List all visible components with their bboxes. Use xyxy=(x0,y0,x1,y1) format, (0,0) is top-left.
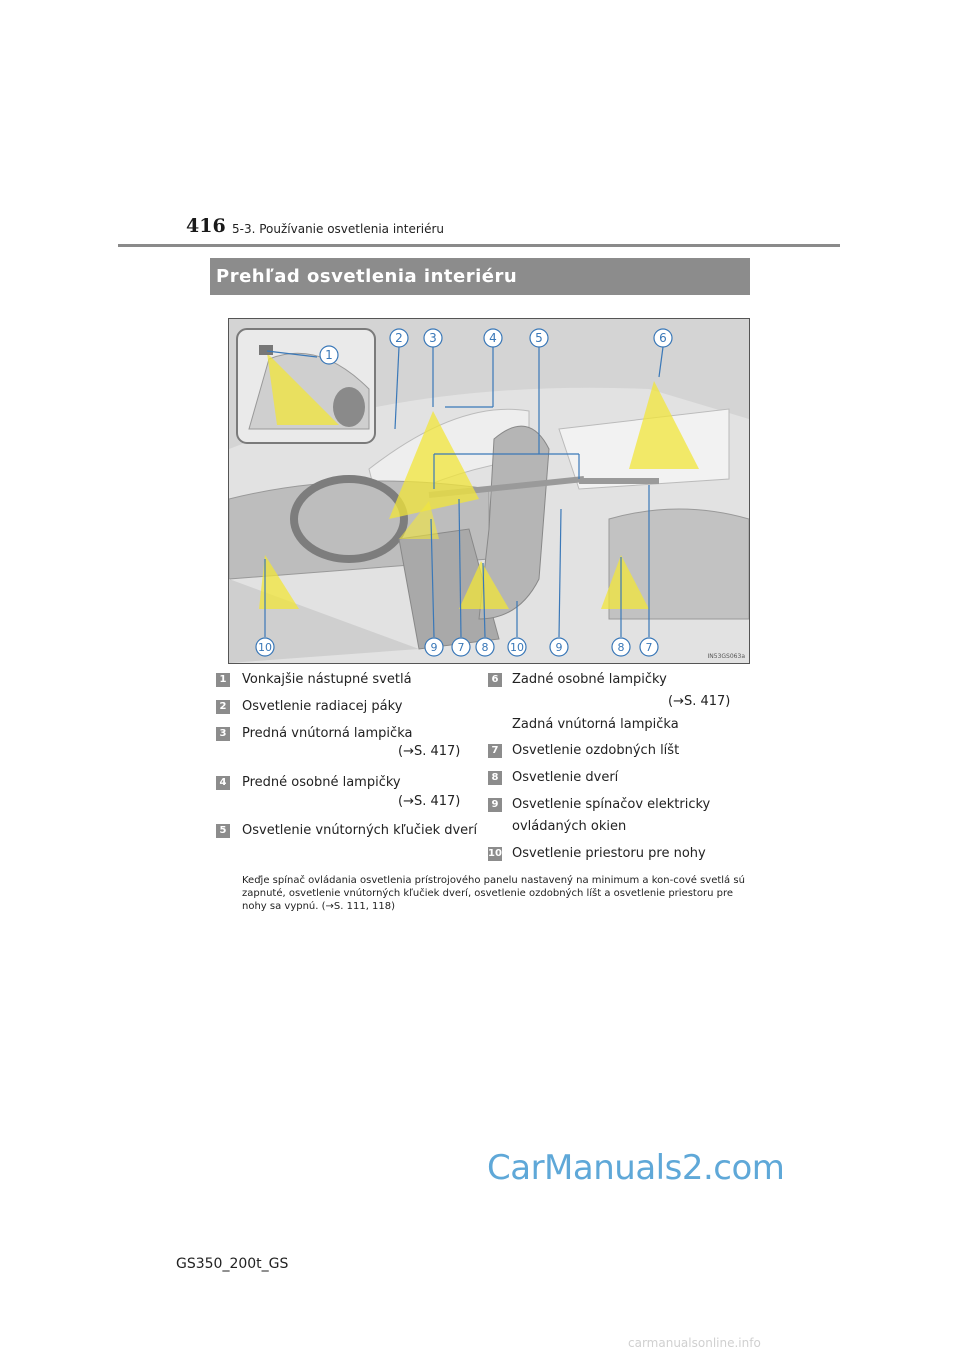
svg-text:2: 2 xyxy=(395,331,403,345)
legend-number-8: 8 xyxy=(488,771,502,785)
legend-item-9b: ovládaných okien xyxy=(512,819,627,834)
legend-item-3: Predná vnútorná lampička xyxy=(242,726,413,741)
svg-text:9: 9 xyxy=(430,641,438,654)
page-number: 416 xyxy=(186,215,226,237)
callout-6 xyxy=(654,329,672,347)
section-header xyxy=(210,258,750,295)
figure-code: IN53GS063a xyxy=(707,653,745,660)
callout-1 xyxy=(320,346,338,364)
callout-8-left xyxy=(476,638,494,656)
callout-9-right xyxy=(550,638,568,656)
callout-7-left xyxy=(452,638,470,656)
svg-text:6: 6 xyxy=(659,331,667,345)
legend-item-4: Predné osobné lampičky xyxy=(242,775,401,790)
legend-item-6b: Zadná vnútorná lampička xyxy=(512,717,679,732)
legend-number-9: 9 xyxy=(488,798,502,812)
car-interior-illustration xyxy=(229,319,749,663)
legend-number-10: 10 xyxy=(488,848,502,859)
legend-number-5: 5 xyxy=(216,824,230,838)
legend-item-1: Vonkajšie nástupné svetlá xyxy=(242,672,412,687)
callout-10-left xyxy=(256,638,274,656)
callout-3 xyxy=(424,329,442,347)
svg-text:10: 10 xyxy=(258,641,272,654)
page-reference-6[interactable]: (→S. 417) xyxy=(668,694,731,709)
callout-10-right xyxy=(508,638,526,656)
legend-item-9: Osvetlenie spínačov elektricky xyxy=(512,797,711,812)
callout-5 xyxy=(530,329,548,347)
page-reference-3[interactable]: (→S. 417) xyxy=(398,744,461,759)
svg-text:8: 8 xyxy=(617,641,625,654)
legend-item-5: Osvetlenie vnútorných kľučiek dverí xyxy=(242,823,478,838)
legend-item-6: Zadné osobné lampičky xyxy=(512,672,667,687)
header-divider xyxy=(118,244,840,247)
svg-text:10: 10 xyxy=(510,641,524,654)
legend-number-6: 6 xyxy=(488,673,502,687)
legend-number-1: 1 xyxy=(216,673,230,687)
svg-text:8: 8 xyxy=(481,641,489,654)
callout-4 xyxy=(484,329,502,347)
legend-number-3: 3 xyxy=(216,727,230,741)
site-footer: carmanualsonline.info xyxy=(628,1336,761,1350)
legend-number-2: 2 xyxy=(216,700,230,714)
legend-number-7: 7 xyxy=(488,744,502,758)
legend-item-2: Osvetlenie radiacej páky xyxy=(242,699,403,714)
callout-9-left xyxy=(425,638,443,656)
svg-text:4: 4 xyxy=(489,331,497,345)
svg-text:7: 7 xyxy=(645,641,653,654)
interior-lighting-figure xyxy=(228,318,750,664)
watermark-logo[interactable]: CarManuals2.com xyxy=(487,1148,785,1188)
legend-item-7: Osvetlenie ozdobných líšt xyxy=(512,743,680,758)
legend-number-4: 4 xyxy=(216,776,230,790)
svg-text:9: 9 xyxy=(555,641,563,654)
chapter-title: 5-3. Používanie osvetlenia interiéru xyxy=(232,222,445,236)
svg-text:3: 3 xyxy=(429,331,437,345)
document-id: GS350_200t_GS xyxy=(176,1256,289,1272)
callout-7-right xyxy=(640,638,658,656)
callout-8-right xyxy=(612,638,630,656)
legend-item-8: Osvetlenie dverí xyxy=(512,770,619,785)
callout-2 xyxy=(390,329,408,347)
note-paragraph: Keďje spínač ovládania osvetlenia prístrojového panelu nastavený na minimum a kon-cové svetlá sú zapnuté, osvetlenie vnútorných kľučiek dverí, osvetlenie ozdobných líšt a osvetlenie priestoru pre nohy sa vypnú. (→S. 111, 118) xyxy=(242,875,745,912)
svg-text:5: 5 xyxy=(535,331,543,345)
page-reference-4[interactable]: (→S. 417) xyxy=(398,794,461,809)
section-title: Prehľad osvetlenia interiéru xyxy=(216,266,518,287)
svg-text:1: 1 xyxy=(325,348,333,362)
legend-item-10: Osvetlenie priestoru pre nohy xyxy=(512,846,706,861)
svg-text:7: 7 xyxy=(457,641,465,654)
